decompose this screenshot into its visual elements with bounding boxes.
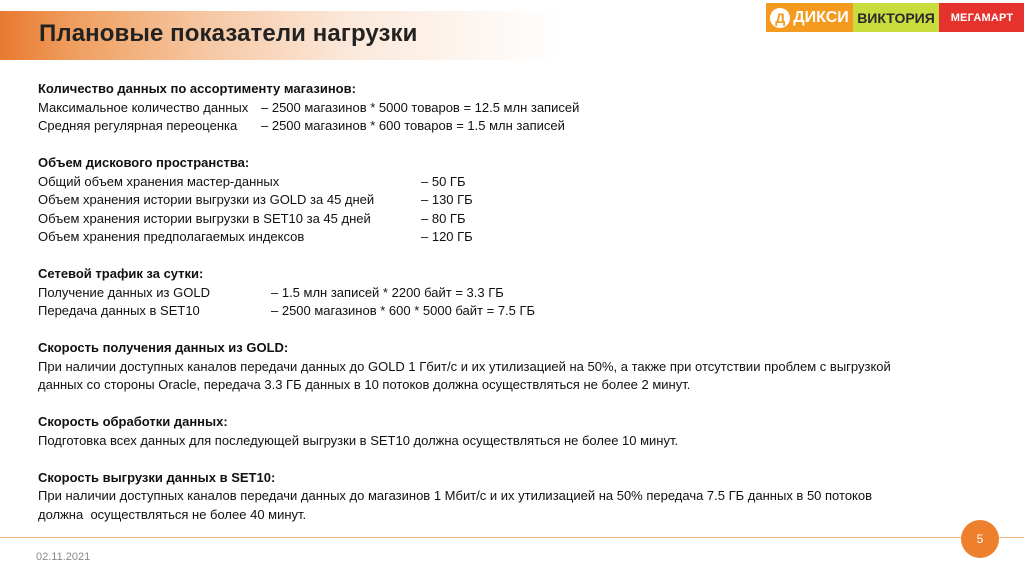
metric-label: Максимальное количество данных bbox=[38, 99, 249, 115]
megamart-logo bbox=[939, 3, 1024, 32]
megamart-logo-text: МЕГАМАРТ bbox=[950, 11, 1014, 24]
metric-value: – 120 ГБ bbox=[421, 229, 473, 244]
metric-row bbox=[38, 210, 978, 229]
metric-label: Общий объем хранения мастер-данных bbox=[38, 173, 280, 189]
dixi-logo-text: ДИКСИ bbox=[793, 8, 849, 26]
section-heading: Сетевой трафик за сутки: bbox=[38, 266, 204, 281]
paragraph-line: При наличии доступных каналов передачи данных до магазинов 1 Мбит/с и их утилизацией на 50% передача 7.5 ГБ данных в 50 потоков bbox=[38, 488, 873, 503]
metric-row bbox=[38, 302, 978, 321]
metric-value: – 2500 магазинов * 600 * 5000 байт = 7.5 ГБ bbox=[271, 303, 536, 318]
section-heading: Скорость обработки данных: bbox=[38, 414, 228, 429]
metric-row bbox=[38, 117, 978, 136]
footer-divider bbox=[0, 537, 1024, 538]
data-volume-section bbox=[38, 80, 978, 136]
section-heading: Скорость получения данных из GOLD: bbox=[38, 340, 289, 355]
paragraph-line: должна осуществляться не более 40 минут. bbox=[38, 506, 307, 522]
metric-row bbox=[38, 99, 978, 118]
traffic-section bbox=[38, 265, 978, 321]
set10-speed-section bbox=[38, 469, 978, 525]
metric-label: Получение данных из GOLD bbox=[38, 284, 210, 300]
paragraph-line: Подготовка всех данных для последующей выгрузки в SET10 должна осуществляться не более 10 минут. bbox=[38, 432, 679, 448]
processing-section bbox=[38, 413, 978, 450]
disk-section bbox=[38, 154, 978, 247]
dixi-mark-icon: Д bbox=[770, 8, 790, 28]
section-heading: Объем дискового пространства: bbox=[38, 155, 250, 170]
dixi-logo bbox=[766, 3, 853, 32]
metric-row bbox=[38, 228, 978, 247]
footer-date: 02.11.2021 bbox=[36, 551, 91, 563]
metric-label: Передача данных в SET10 bbox=[38, 303, 200, 318]
metric-label: Средняя регулярная переоценка bbox=[38, 118, 238, 133]
section-heading: Количество данных по ассортименту магазинов: bbox=[38, 81, 356, 96]
brand-logos bbox=[766, 3, 1024, 32]
paragraph-line: данных со стороны Oracle, передача 3.3 ГБ данных в 10 потоков должна осуществляться не более 2 минут. bbox=[38, 377, 691, 392]
page-number-badge: 5 bbox=[961, 520, 999, 558]
metric-row bbox=[38, 284, 978, 303]
paragraph-line: При наличии доступных каналов передачи данных до GOLD 1 Гбит/с и их утилизацией на 50%, а также при отсутствии проблем с выгрузкой bbox=[38, 358, 891, 374]
victoria-logo-text: ВИКТОРИЯ bbox=[857, 9, 935, 26]
metric-label: Объем хранения предполагаемых индексов bbox=[38, 229, 305, 244]
metric-row bbox=[38, 191, 978, 210]
metric-value: – 130 ГБ bbox=[421, 192, 473, 207]
metric-value: – 50 ГБ bbox=[421, 173, 466, 189]
gold-speed-section bbox=[38, 339, 978, 395]
metric-value: – 2500 магазинов * 5000 товаров = 12.5 млн записей bbox=[261, 99, 580, 115]
page-title: Плановые показатели нагрузки bbox=[39, 20, 418, 47]
metric-value: – 1.5 млн записей * 2200 байт = 3.3 ГБ bbox=[271, 284, 504, 300]
metric-value: – 2500 магазинов * 600 товаров = 1.5 млн записей bbox=[261, 118, 565, 133]
metric-label: Объем хранения истории выгрузки из GOLD за 45 дней bbox=[38, 192, 375, 207]
section-heading: Скорость выгрузки данных в SET10: bbox=[38, 469, 276, 485]
metric-value: – 80 ГБ bbox=[421, 210, 466, 226]
metric-label: Объем хранения истории выгрузки в SET10 за 45 дней bbox=[38, 210, 371, 226]
victoria-logo bbox=[853, 3, 939, 32]
metric-row bbox=[38, 173, 978, 192]
slide-content bbox=[38, 80, 978, 543]
